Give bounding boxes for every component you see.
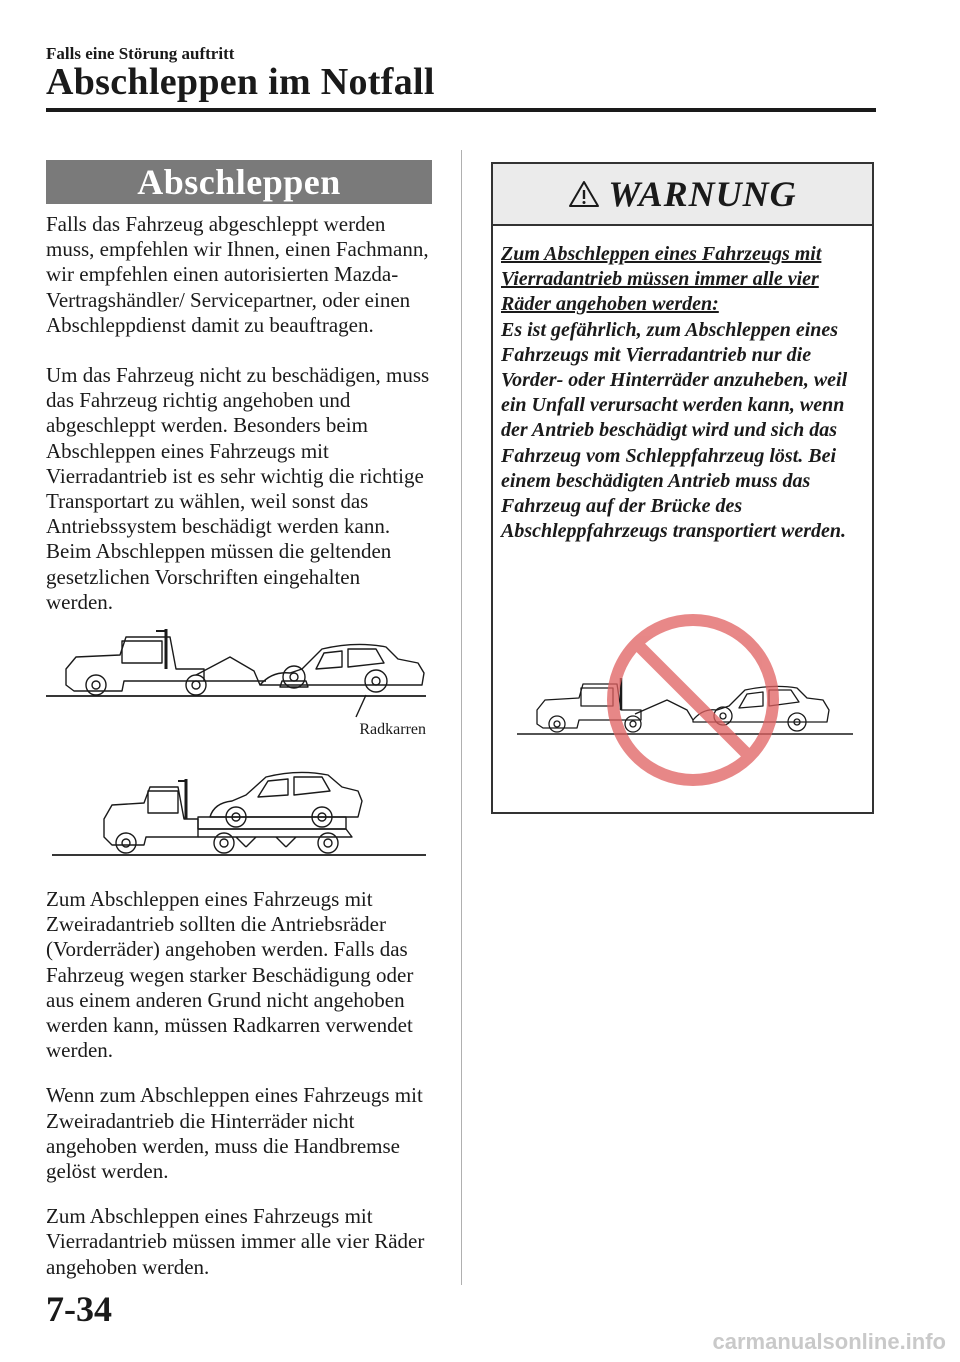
warning-header [493,164,872,226]
paragraph-damage: Um das Fahrzeug nicht zu beschädigen, muss das Fahrzeug richtig angehoben und abgeschleppt werden. Besonders beim Abschleppen eines Fahrzeugs mit Vierradantrieb ist es sehr wichtig die richtige Transportart zu wählen, weil sonst das Antriebssystem beschädigt werden kann. Beim Abschleppen müssen die geltenden gesetzlichen Vorschriften eingehalten werden. [46,363,430,614]
warning-triangle-icon [568,180,600,208]
column-divider [461,150,462,1285]
prohibited-towing-illustration [517,610,857,790]
paragraph-intro: Falls das Fahrzeug abgeschleppt werden muss, empfehlen wir Ihnen, einen Fachmann, wir empfehlen einen autorisierten Mazda-Vertragshändler/ Servicepartner, oder einen Abschleppdienst damit zu beauftragen. [46,212,429,337]
flatbed-truck-figure [46,759,432,869]
page-number: 7-34 [46,1289,112,1329]
warning-body [493,226,872,544]
flatbed-illustration [46,759,432,869]
paragraph-handbrake: Wenn zum Abschleppen eines Fahrzeugs mit Zweiradantrieb die Hinterräder nicht angehoben werden, muss die Handbremse gelöst werden. [46,1083,423,1184]
left-column [46,160,432,1280]
paragraph-two-wheel-drive: Zum Abschleppen eines Fahrzeugs mit Zweiradantrieb sollten die Antriebsräder (Vorderräder) angehoben werden. Falls das Fahrzeug wegen starker Beschädigung oder aus einem anderen Grund nicht angehoben werden kann, müssen Radkarren verwendet werden. [46,887,414,1063]
tow-truck-with-dolly-figure [46,629,432,739]
figure-label-radkarren: Radkarren [359,721,426,739]
paragraph-four-wheel-drive: Zum Abschleppen eines Fahrzeugs mit Vierradantrieb müssen immer alle vier Räder angehoben werden. [46,1204,425,1279]
warning-subtitle: Zum Abschleppen eines Fahrzeugs mit Vierradantrieb müssen immer alle vier Räder angehoben werden: [501,243,822,316]
warning-text: Es ist gefährlich, zum Abschleppen eines Fahrzeugs mit Vierradantrieb nur die Vorder- oder Hinterräder anzuheben, weil ein Unfall verursacht werden kann, wenn der Antrieb beschädigt wird und sich das Fahrzeug vom Schleppfahrzeug löst. Bei einem beschädigten Antrieb muss das Fahrzeug auf der Brücke des Abschleppfahrzeugs transportiert werden. [501,318,848,543]
prohibited-towing-figure [517,610,857,790]
prohibition-sign-icon [613,620,773,780]
section-heading: Abschleppen [46,160,432,204]
title-rule [46,108,876,112]
warning-title: WARNUNG [608,174,797,214]
watermark: carmanualsonline.info [712,1329,946,1354]
page-title: Abschleppen im Notfall [46,61,435,103]
breadcrumb: Falls eine Störung auftritt [46,44,235,63]
warning-box [491,162,874,814]
